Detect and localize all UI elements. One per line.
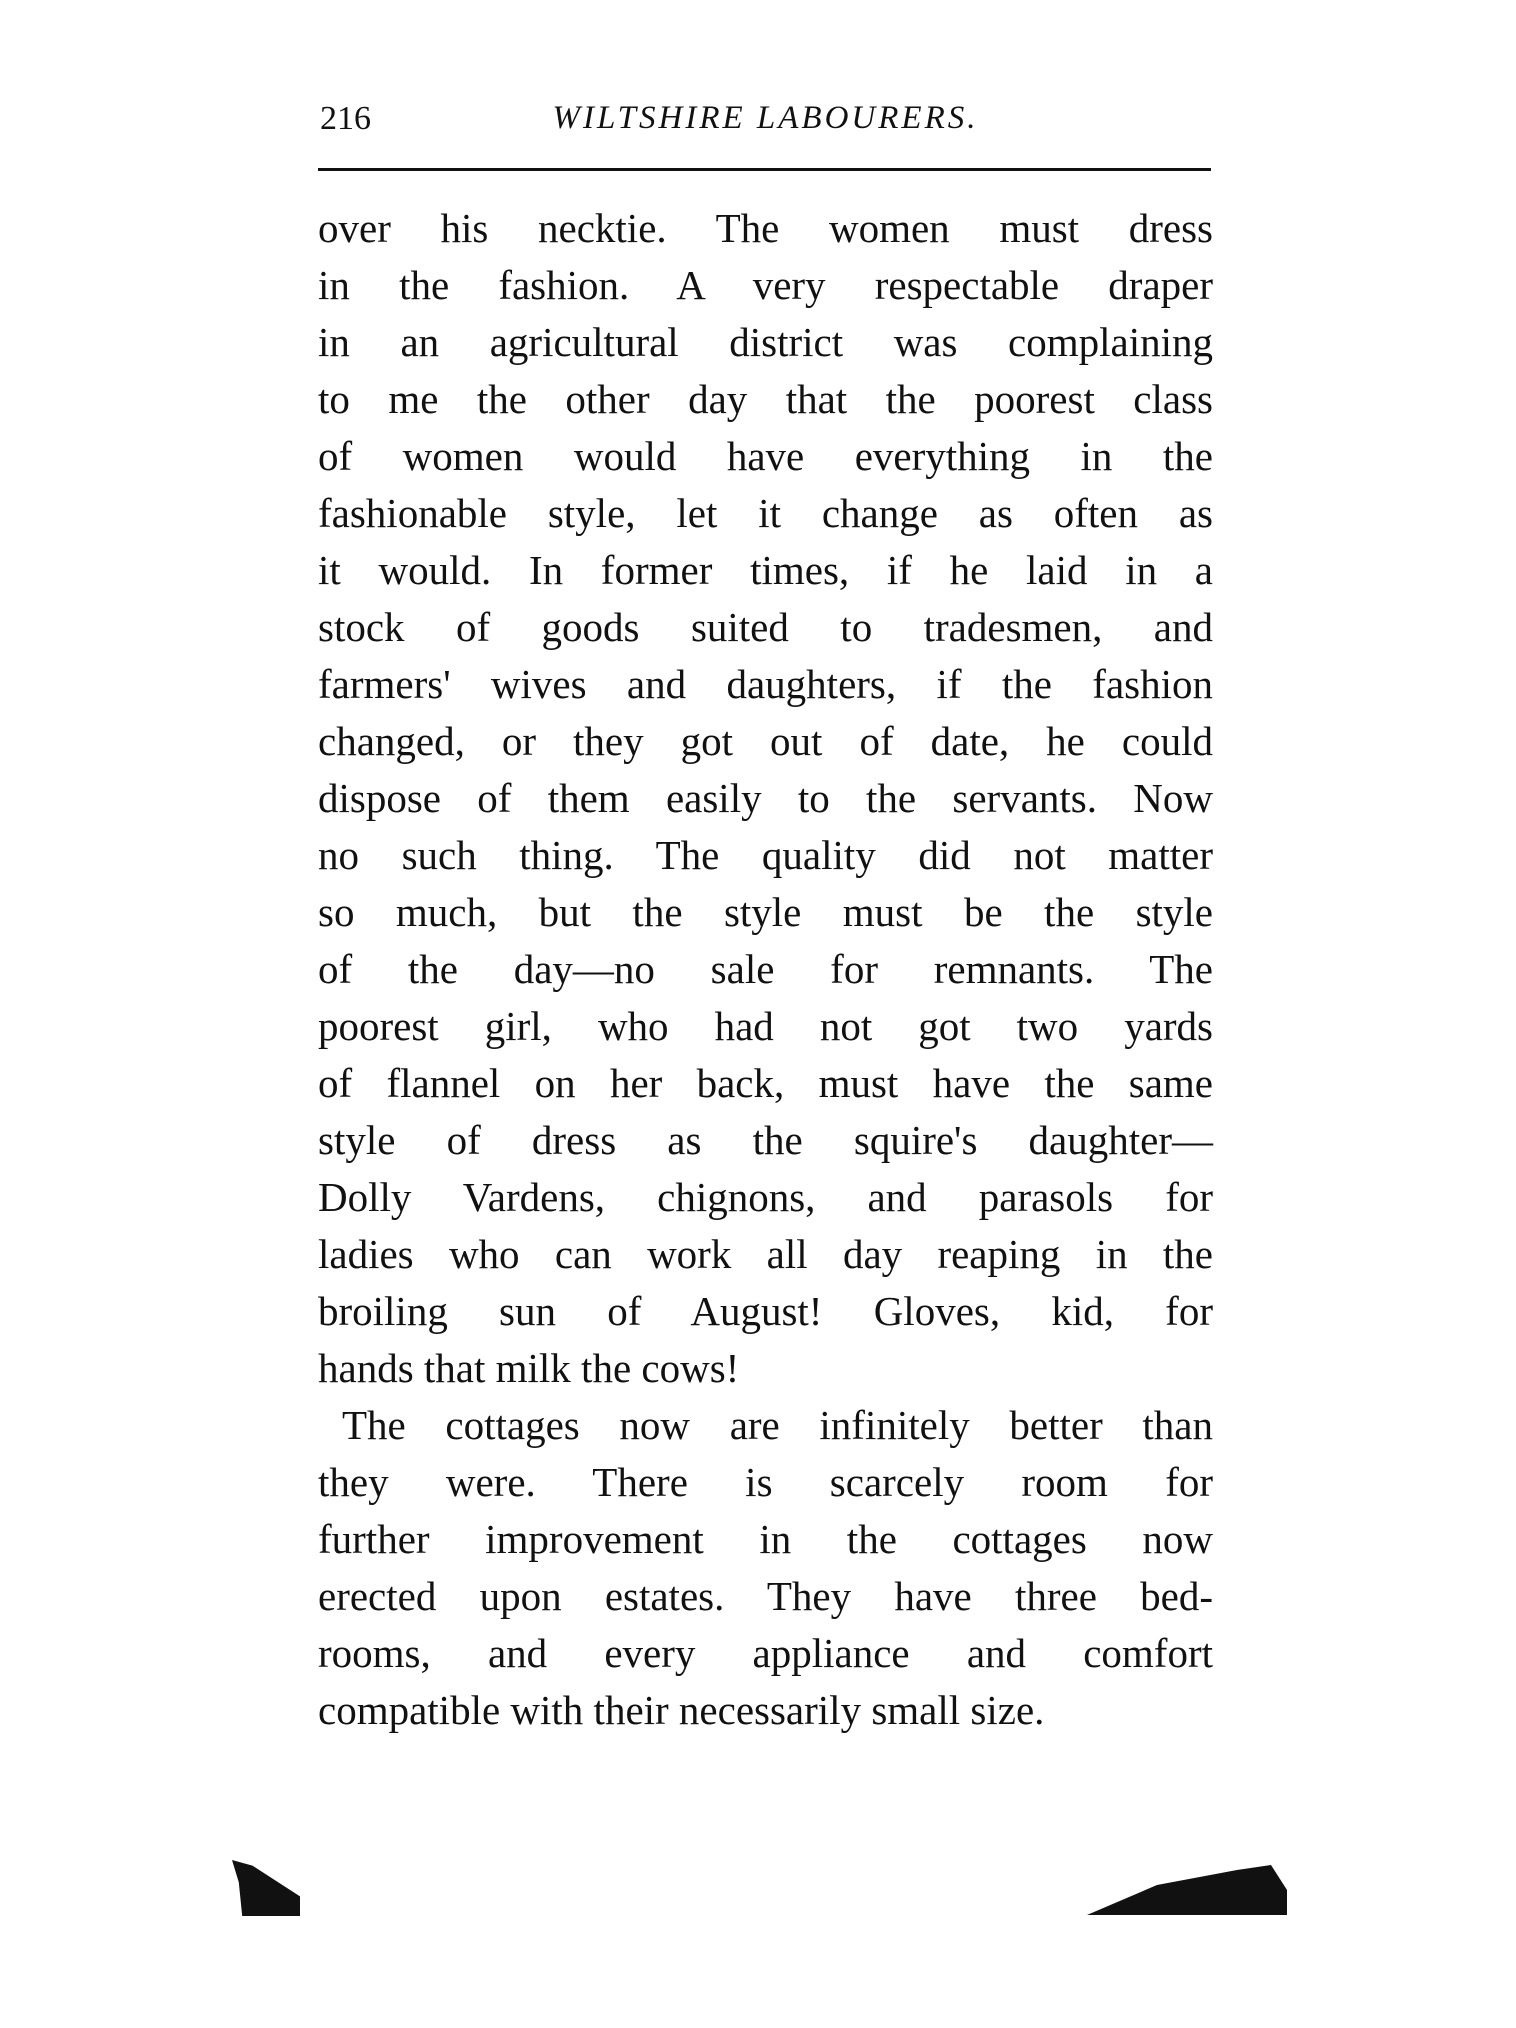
text-line: of the day—no sale for remnants. The (318, 946, 1213, 992)
text-line: fashionable style, let it change as often as (318, 490, 1213, 536)
scan-artifact-right (1087, 1865, 1287, 1915)
text-line: erected upon estates. They have three bed- (318, 1573, 1213, 1619)
text-line: hands that milk the cows! (318, 1345, 740, 1391)
paragraph-2 (318, 1397, 1213, 1739)
text-line: in an agricultural district was complaining (318, 319, 1213, 365)
text-line: Dolly Vardens, chignons, and parasols for (318, 1174, 1213, 1220)
text-line: The cottages now are infinitely better than (342, 1402, 1213, 1448)
page-body (318, 200, 1213, 1739)
text-line: no such thing. The quality did not matter (318, 832, 1213, 878)
text-line: it would. In former times, if he laid in a (318, 547, 1213, 593)
text-line: poorest girl, who had not got two yards (318, 1003, 1213, 1049)
text-line: broiling sun of August! Gloves, kid, for (318, 1288, 1213, 1334)
text-line: of women would have everything in the (318, 433, 1213, 479)
page-header (318, 100, 1213, 150)
text-line: to me the other day that the poorest class (318, 376, 1213, 422)
text-line: style of dress as the squire's daughter— (318, 1117, 1213, 1163)
text-line: in the fashion. A very respectable draper (318, 262, 1213, 308)
text-line: over his necktie. The women must dress (318, 205, 1213, 251)
running-title: WILTSHIRE LABOURERS. (552, 100, 979, 136)
text-line: dispose of them easily to the servants. Now (318, 775, 1213, 821)
text-line: compatible with their necessarily small size. (318, 1687, 1045, 1733)
page-number: 216 (320, 100, 371, 137)
text-line: changed, or they got out of date, he could (318, 718, 1213, 764)
paragraph-1 (318, 200, 1213, 1397)
text-line: rooms, and every appliance and comfort (318, 1630, 1213, 1676)
text-line: further improvement in the cottages now (318, 1516, 1213, 1562)
text-line: they were. There is scarcely room for (318, 1459, 1213, 1505)
text-line: farmers' wives and daughters, if the fashion (318, 661, 1213, 707)
text-line: stock of goods suited to tradesmen, and (318, 604, 1213, 650)
text-line: of flannel on her back, must have the same (318, 1060, 1213, 1106)
header-rule (318, 168, 1211, 171)
text-line: so much, but the style must be the style (318, 889, 1213, 935)
scan-artifact-left (232, 1860, 300, 1916)
text-line: ladies who can work all day reaping in the (318, 1231, 1213, 1277)
